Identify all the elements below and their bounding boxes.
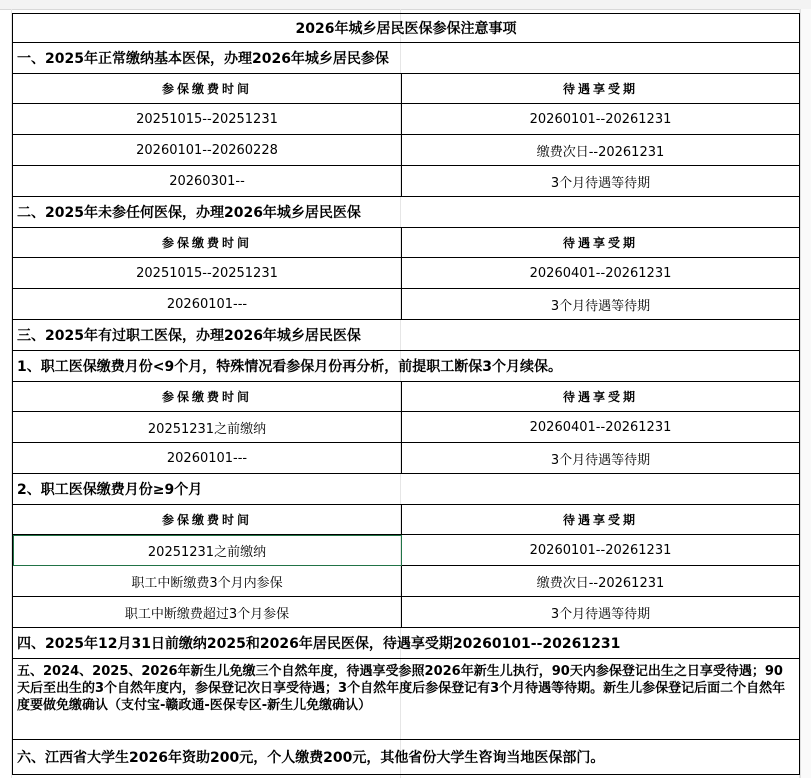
insurance-notice-table bbox=[12, 13, 800, 775]
header-benefit-period[interactable]: 待遇享受期 bbox=[402, 228, 800, 258]
table-cell-pay[interactable]: 职工中断缴费3个月内参保 bbox=[13, 566, 402, 597]
table-cell-benefit[interactable]: 3个月待遇等待期 bbox=[402, 443, 800, 474]
section-1-heading[interactable]: 一、2025年正常缴纳基本医保，办理2026年城乡居民参保 bbox=[13, 43, 800, 74]
section-4-note[interactable]: 四、2025年12月31日前缴纳2025和2026年居民医保，待遇享受期20260101--20261231 bbox=[13, 628, 800, 659]
table-cell-pay[interactable]: 20251015--20251231 bbox=[13, 104, 402, 135]
header-pay-time[interactable]: 参保缴费时间 bbox=[13, 505, 402, 535]
table-cell-pay[interactable]: 20260101--20260228 bbox=[13, 135, 402, 166]
table-cell-pay[interactable]: 20260101--- bbox=[13, 289, 402, 320]
table-cell-benefit[interactable]: 20260101--20261231 bbox=[402, 535, 800, 566]
header-pay-time[interactable]: 参保缴费时间 bbox=[13, 228, 402, 258]
section-3-sub-1-heading[interactable]: 1、职工医保缴费月份<9个月，特殊情况看参保月份再分析，前提职工断保3个月续保。 bbox=[13, 351, 800, 382]
table-cell-benefit[interactable]: 3个月待遇等待期 bbox=[402, 289, 800, 320]
table-cell-benefit[interactable]: 3个月待遇等待期 bbox=[402, 597, 800, 628]
table-cell-benefit[interactable]: 缴费次日--20261231 bbox=[402, 135, 800, 166]
section-3-heading[interactable]: 三、2025年有过职工医保，办理2026年城乡居民医保 bbox=[13, 320, 800, 351]
header-benefit-period[interactable]: 待遇享受期 bbox=[402, 382, 800, 412]
table-cell-pay[interactable]: 20251015--20251231 bbox=[13, 258, 402, 289]
table-cell-benefit[interactable]: 20260101--20261231 bbox=[402, 104, 800, 135]
header-pay-time[interactable]: 参保缴费时间 bbox=[13, 74, 402, 104]
table-cell-pay[interactable]: 职工中断缴费超过3个月参保 bbox=[13, 597, 402, 628]
section-2-heading[interactable]: 二、2025年未参任何医保，办理2026年城乡居民医保 bbox=[13, 197, 800, 228]
header-benefit-period[interactable]: 待遇享受期 bbox=[402, 505, 800, 535]
section-6-note[interactable]: 六、江西省大学生2026年资助200元，个人缴费200元，其他省份大学生咨询当地医保部门。 bbox=[13, 740, 800, 775]
table-cell-pay[interactable]: 20260301-- bbox=[13, 166, 402, 197]
table-cell-benefit[interactable]: 缴费次日--20261231 bbox=[402, 566, 800, 597]
vertical-scrollbar[interactable] bbox=[800, 9, 811, 778]
table-cell-pay[interactable]: 20260101--- bbox=[13, 443, 402, 474]
spreadsheet-sheet bbox=[12, 13, 799, 775]
page-title[interactable]: 2026年城乡居民医保参保注意事项 bbox=[13, 14, 800, 43]
table-cell-pay[interactable]: 20251231之前缴纳 bbox=[13, 412, 402, 443]
section-3-sub-2-heading[interactable]: 2、职工医保缴费月份≥9个月 bbox=[13, 474, 800, 505]
table-cell-pay-selected[interactable]: 20251231之前缴纳 bbox=[13, 535, 402, 566]
table-cell-benefit[interactable]: 3个月待遇等待期 bbox=[402, 166, 800, 197]
table-cell-benefit[interactable]: 20260401--20261231 bbox=[402, 258, 800, 289]
header-benefit-period[interactable]: 待遇享受期 bbox=[402, 74, 800, 104]
section-5-note[interactable]: 五、2024、2025、2026年新生儿免缴三个自然年度，待遇享受参照2026年新生儿执行，90天内参保登记出生之日享受待遇；90天后至出生的3个自然年度内，参保登记次日享受待遇；3个自然年度后参保登记有3个月待遇等待期。新生儿参保登记后面二个自然年度要做免缴确认（支付宝-赣政通-医保专区-新生儿免缴确认） bbox=[13, 659, 800, 740]
header-pay-time[interactable]: 参保缴费时间 bbox=[13, 382, 402, 412]
table-cell-benefit[interactable]: 20260401--20261231 bbox=[402, 412, 800, 443]
